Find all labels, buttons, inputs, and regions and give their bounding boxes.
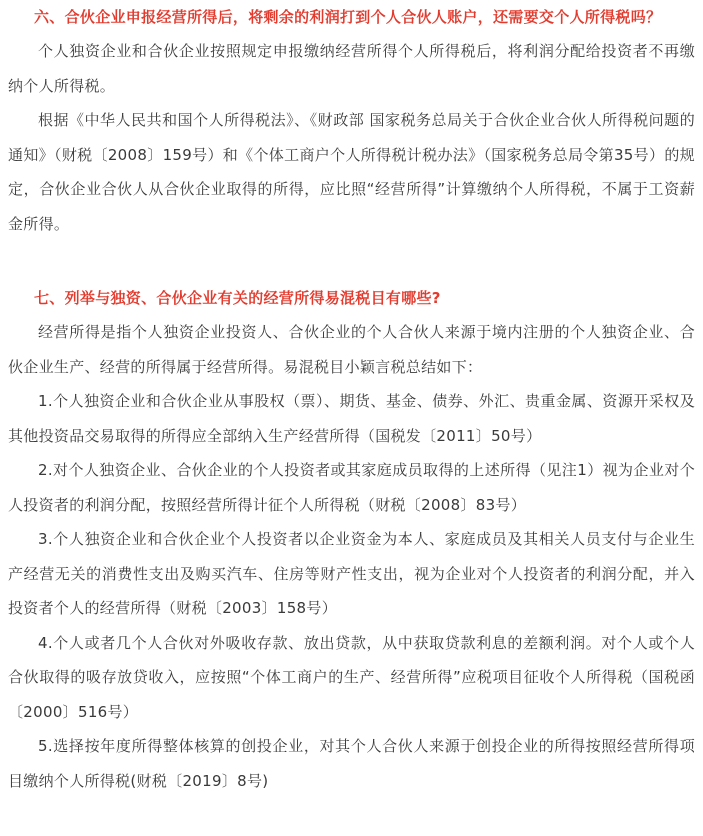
section-6-paragraph-2: 根据《中华人民共和国个人所得税法》、《财政部 国家税务总局关于合伙企业合伙人所得税问题的通知》（财税〔2008〕159号）和《个体工商户个人所得税计税办法》（国家税务总局令第35号）的规定，合伙企业合伙人从合伙企业取得的所得，应比照“经营所得”计算缴纳个人所得税，不属于工资薪金所得。: [8, 111, 695, 233]
section-7-paragraph-intro: 经营所得是指个人独资企业投资人、合伙企业的个人合伙人来源于境内注册的个人独资企业、合伙企业生产、经营的所得属于经营所得。易混税目小颖言税总结如下：: [8, 323, 695, 376]
section-7-item-1: 1.个人独资企业和合伙企业从事股权（票）、期货、基金、债券、外汇、贵重金属、资源开采权及其他投资品交易取得的所得应全部纳入生产经营所得（国税发〔2011〕50号）: [8, 392, 695, 445]
section-6-heading: 六、合伙企业申报经营所得后，将剩余的利润打到个人合伙人账户，还需要交个人所得税吗？: [34, 8, 662, 26]
section-7-item-3: 3.个人独资企业和合伙企业个人投资者以企业资金为本人、家庭成员及其相关人员支付与企业生产经营无关的消费性支出及购买汽车、住房等财产性支出，视为企业对个人投资者的利润分配，并入投资者个人的经营所得（财税〔2003〕158号）: [8, 530, 695, 617]
section-7-item-5: 5.选择按年度所得整体核算的创投企业，对其个人合伙人来源于创投企业的所得按照经营所得项目缴纳个人所得税(财税〔2019〕8号): [8, 737, 695, 790]
section-7-heading: 七、列举与独资、合伙企业有关的经营所得易混税目有哪些?: [34, 289, 441, 307]
section-7-item-2: 2.对个人独资企业、合伙企业的个人投资者或其家庭成员取得的上述所得（见注1）视为企业对个人投资者的利润分配，按照经营所得计征个人所得税（财税〔2008〕83号）: [8, 461, 695, 514]
section-6-paragraph-1: 个人独资企业和合伙企业按照规定申报缴纳经营所得个人所得税后，将利润分配给投资者不再缴纳个人所得税。: [8, 42, 695, 95]
section-7-item-4: 4.个人或者几个人合伙对外吸收存款、放出贷款，从中获取贷款利息的差额利润。对个人或个人合伙取得的吸存放贷收入，应按照“个体工商户的生产、经营所得”应税项目征收个人所得税（国税函〔2000〕516号）: [8, 633, 695, 721]
